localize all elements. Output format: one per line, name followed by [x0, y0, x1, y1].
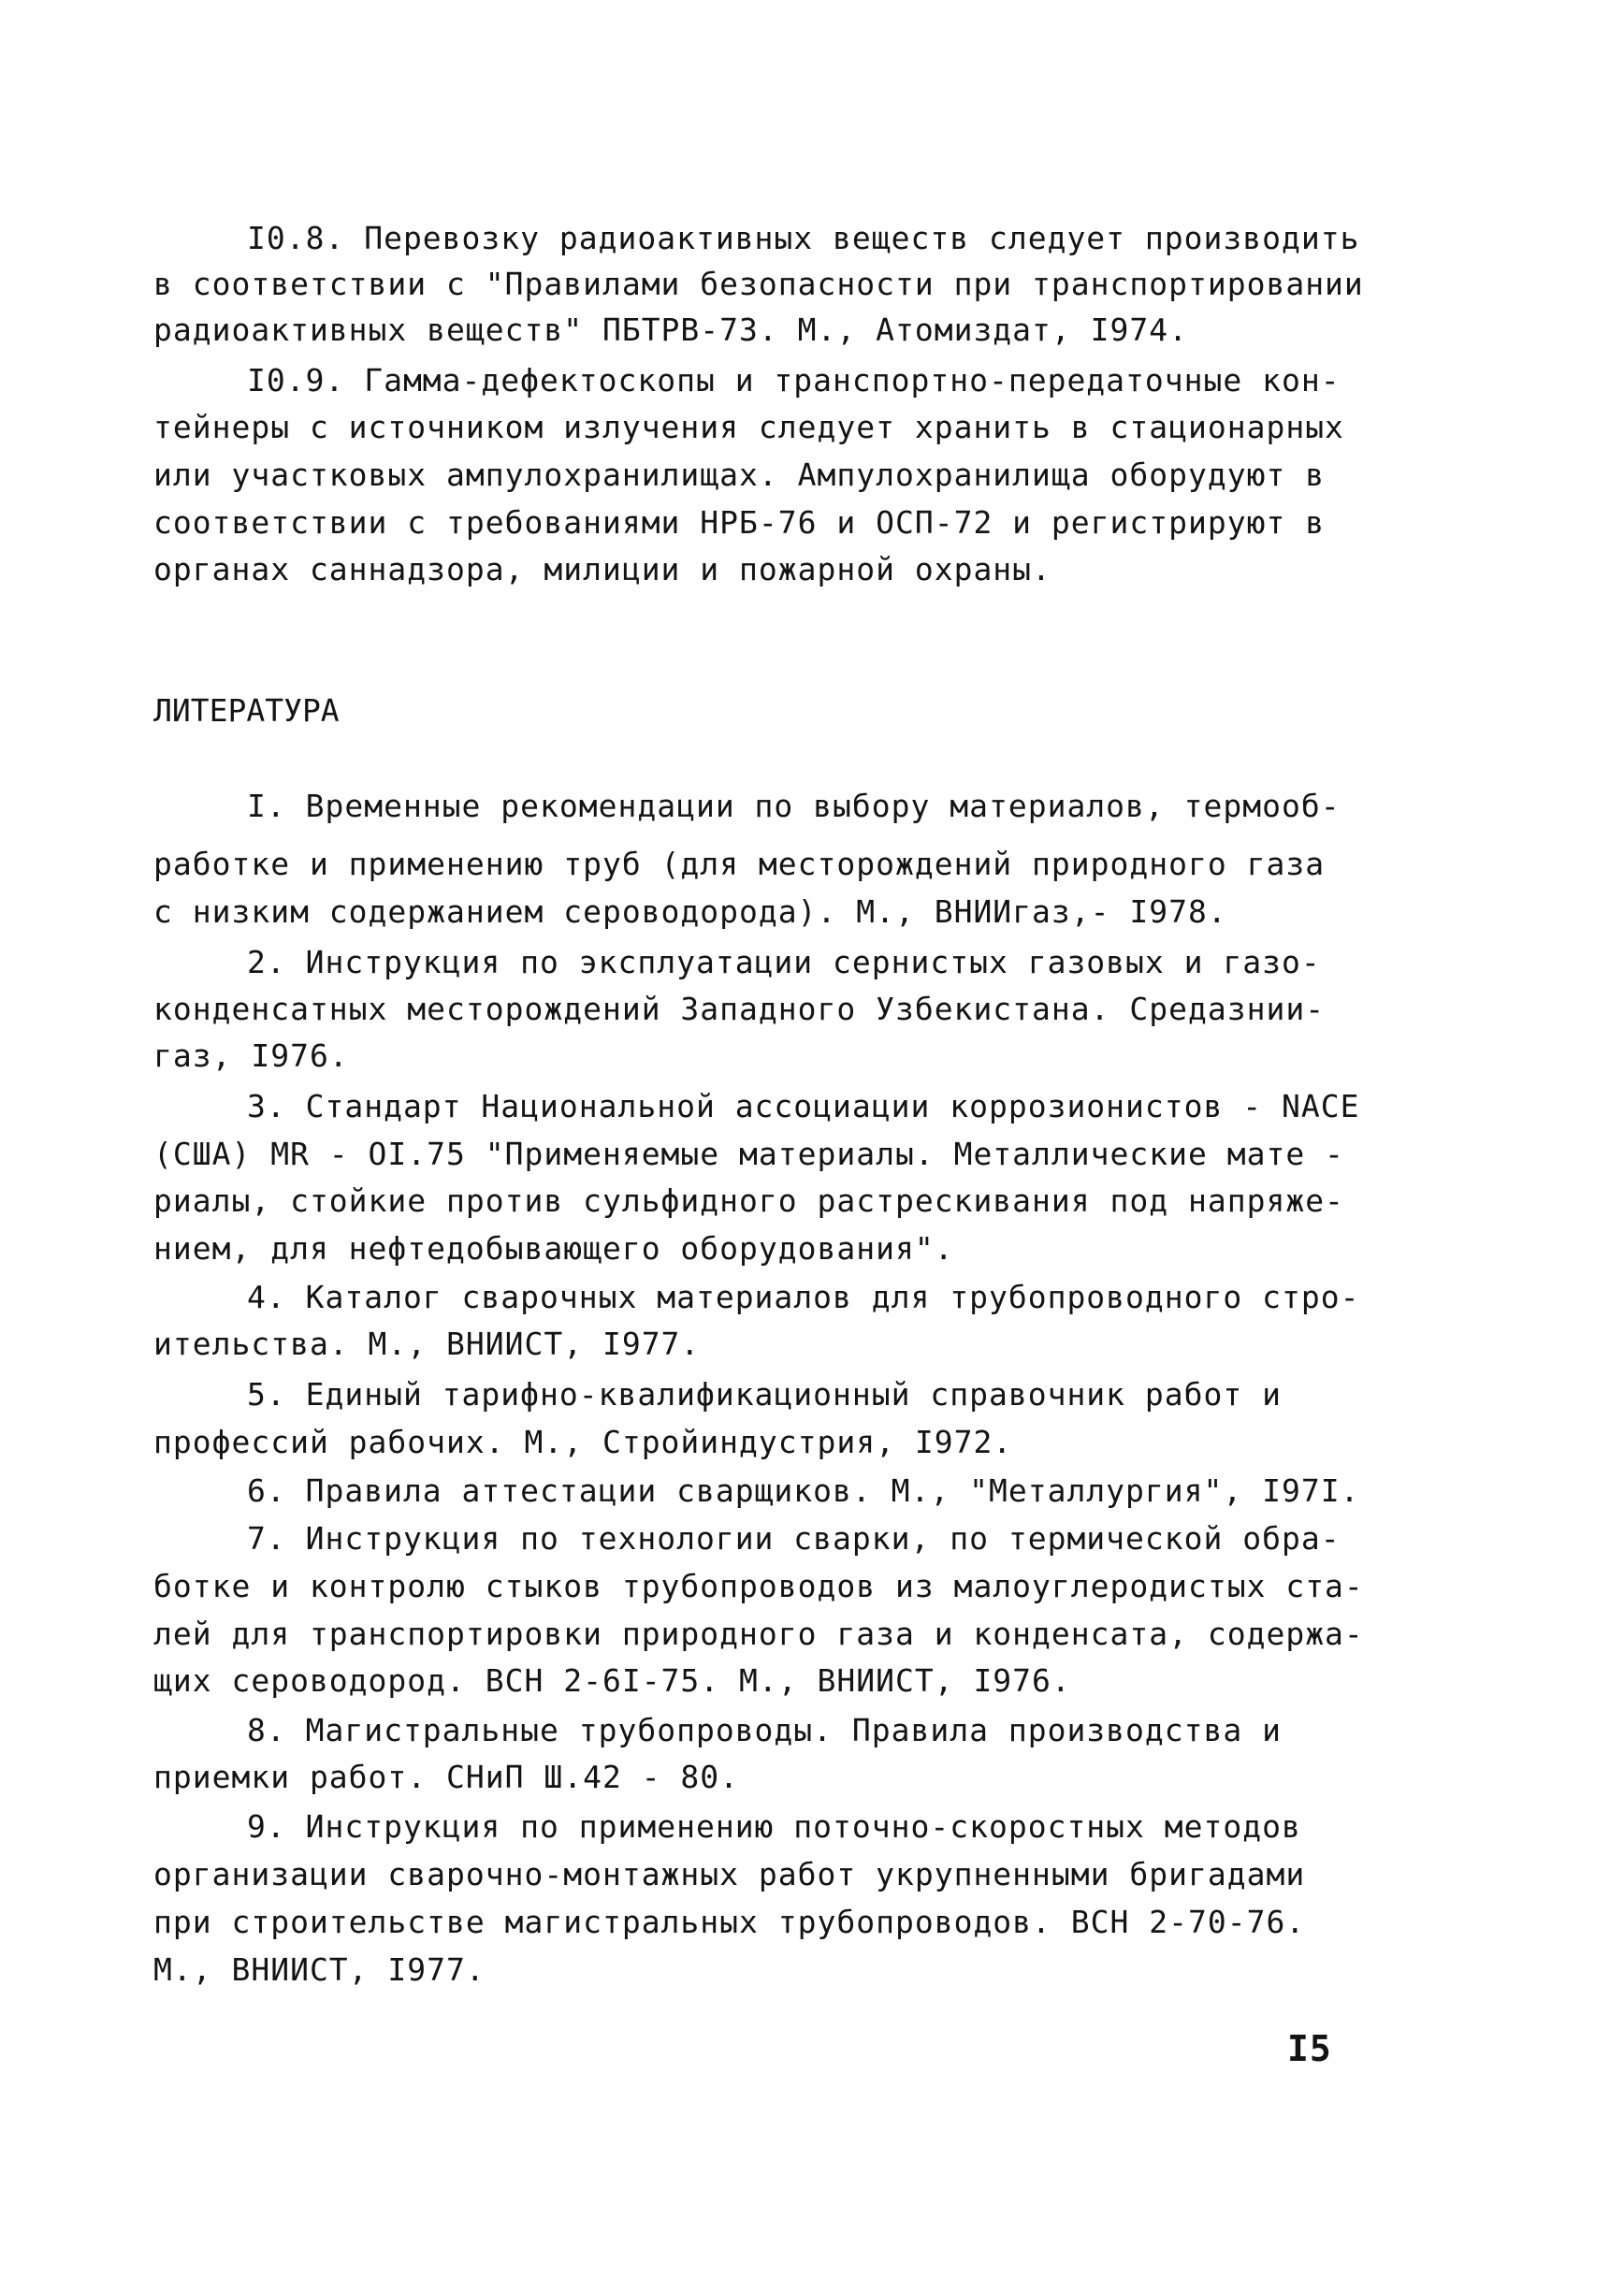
reference-item-9-line: организации сварочно-монтажных работ укрупненными бригадами	[153, 1856, 1306, 1892]
reference-item-9-line: М., ВНИИСТ, I977.	[153, 1951, 486, 1988]
reference-item-8-line: 8. Магистральные трубопроводы. Правила производства и	[247, 1712, 1282, 1748]
paragraph-10-8-line: в соответствии с "Правилами безопасности при транспортировании	[153, 266, 1364, 302]
paragraph-10-8-line: радиоактивных веществ" ПБТРВ-73. М., Атомиздат, I974.	[153, 312, 1188, 348]
reference-item-2-line: конденсатных месторождений Западного Узбекистана. Средазнии-	[153, 991, 1326, 1027]
reference-item-1-line: I. Временные рекомендации по выбору материалов, термооб-	[247, 788, 1341, 824]
reference-item-1-line: работке и применению труб (для месторождений природного газа	[153, 846, 1326, 882]
reference-item-8-line: приемки работ. СНиП Ш.42 - 80.	[153, 1759, 740, 1795]
paragraph-10-9-line: I0.9. Гамма-дефектоскопы и транспортно-передаточные кон-	[247, 362, 1341, 399]
reference-item-7-line: ботке и контролю стыков трубопроводов из малоуглеродистых ста-	[153, 1568, 1364, 1604]
reference-item-2-line: 2. Инструкция по эксплуатации сернистых газовых и газо-	[247, 944, 1321, 980]
reference-item-6-line: 6. Правила аттестации сварщиков. М., "Металлургия", I97I.	[247, 1472, 1360, 1509]
reference-item-4-line: 4. Каталог сварочных материалов для трубопроводного стро-	[247, 1279, 1360, 1315]
reference-item-9-line: при строительстве магистральных трубопроводов. ВСН 2-70-76.	[153, 1904, 1306, 1940]
paragraph-10-9-line: органах саннадзора, милиции и пожарной охраны.	[153, 551, 1051, 587]
reference-item-9-line: 9. Инструкция по применению поточно-скоростных методов	[247, 1808, 1301, 1845]
paragraph-10-9-line: соответствии с требованиями НРБ-76 и ОСП-72 и регистрируют в	[153, 504, 1326, 541]
reference-item-2-line: газ, I976.	[153, 1037, 349, 1074]
paragraph-10-8-line: I0.8. Перевозку радиоактивных веществ следует производить	[247, 220, 1360, 256]
literature-heading: ЛИТЕРАТУРА	[153, 692, 340, 729]
reference-item-3-line: (США) MR - OI.75 "Применяемые материалы. Металлические мате -	[153, 1136, 1344, 1172]
reference-item-5-line: 5. Единый тарифно-квалификационный справочник работ и	[247, 1376, 1282, 1413]
reference-item-1-line: с низким содержанием сероводорода). М., ВНИИгаз,- I978.	[153, 893, 1227, 930]
reference-item-3-line: 3. Стандарт Национальной ассоциации коррозионистов - NACE	[247, 1088, 1360, 1124]
reference-item-3-line: нием, для нефтедобывающего оборудования".	[153, 1230, 954, 1267]
paragraph-10-9-line: тейнеры с источником излучения следует хранить в стационарных	[153, 409, 1344, 445]
reference-item-7-line: щих сероводород. ВСН 2-6I-75. М., ВНИИСТ, I976.	[153, 1662, 1071, 1699]
reference-item-3-line: риалы, стойкие против сульфидного растрескивания под напряже-	[153, 1182, 1344, 1219]
reference-item-5-line: профессий рабочих. М., Стройиндустрия, I972.	[153, 1424, 1013, 1460]
paragraph-10-9-line: или участковых ампулохранилищах. Ампулохранилища оборудуют в	[153, 457, 1326, 493]
page-number: I5	[1287, 2028, 1332, 2069]
reference-item-7-line: лей для транспортировки природного газа и конденсата, содержа-	[153, 1616, 1364, 1652]
reference-item-7-line: 7. Инструкция по технологии сварки, по термической обра-	[247, 1520, 1341, 1557]
reference-item-4-line: ительства. М., ВНИИСТ, I977.	[153, 1326, 701, 1362]
